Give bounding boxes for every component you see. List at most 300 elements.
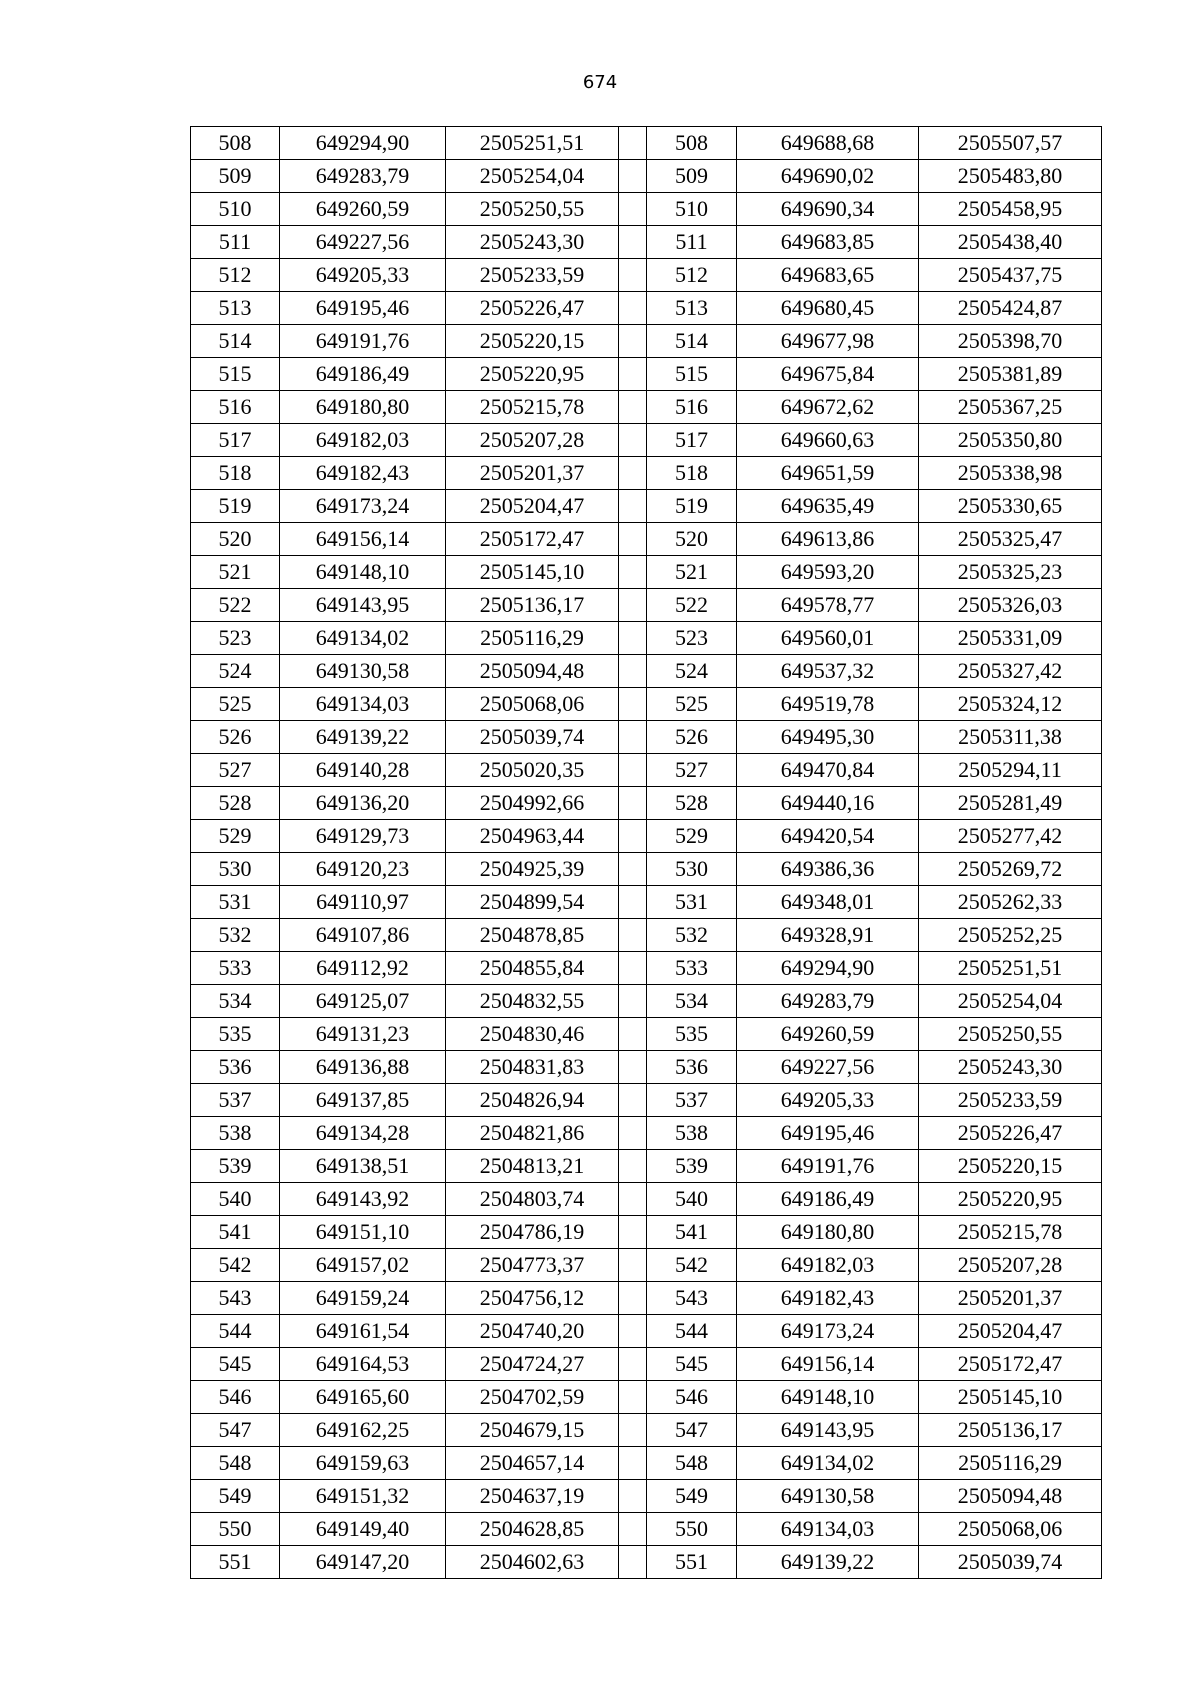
left-point-number-cell: 542 xyxy=(191,1249,280,1282)
left-point-number-cell: 509 xyxy=(191,160,280,193)
right-point-number-cell: 546 xyxy=(647,1381,737,1414)
separator-cell xyxy=(619,292,647,325)
table-row xyxy=(191,985,1102,1018)
left-point-number-cell: 549 xyxy=(191,1480,280,1513)
table-row xyxy=(191,160,1102,193)
left-x-coordinate-cell: 649149,40 xyxy=(280,1513,446,1546)
left-point-number-cell: 515 xyxy=(191,358,280,391)
left-y-coordinate-cell: 2504773,37 xyxy=(446,1249,619,1282)
separator-cell xyxy=(619,127,647,160)
left-point-number-cell: 550 xyxy=(191,1513,280,1546)
left-x-coordinate-cell: 649147,20 xyxy=(280,1546,446,1579)
left-y-coordinate-cell: 2504724,27 xyxy=(446,1348,619,1381)
table-row xyxy=(191,1414,1102,1447)
table-row xyxy=(191,1051,1102,1084)
left-x-coordinate-cell: 649134,02 xyxy=(280,622,446,655)
left-x-coordinate-cell: 649180,80 xyxy=(280,391,446,424)
separator-cell xyxy=(619,1546,647,1579)
right-x-coordinate-cell: 649195,46 xyxy=(737,1117,919,1150)
right-y-coordinate-cell: 2505326,03 xyxy=(919,589,1102,622)
table-row xyxy=(191,1348,1102,1381)
left-point-number-cell: 543 xyxy=(191,1282,280,1315)
left-x-coordinate-cell: 649148,10 xyxy=(280,556,446,589)
left-x-coordinate-cell: 649139,22 xyxy=(280,721,446,754)
left-y-coordinate-cell: 2504628,85 xyxy=(446,1513,619,1546)
table-row xyxy=(191,622,1102,655)
left-y-coordinate-cell: 2505020,35 xyxy=(446,754,619,787)
left-x-coordinate-cell: 649186,49 xyxy=(280,358,446,391)
left-y-coordinate-cell: 2505243,30 xyxy=(446,226,619,259)
table-row xyxy=(191,1216,1102,1249)
separator-cell xyxy=(619,160,647,193)
table-row xyxy=(191,853,1102,886)
right-x-coordinate-cell: 649283,79 xyxy=(737,985,919,1018)
right-y-coordinate-cell: 2505250,55 xyxy=(919,1018,1102,1051)
left-y-coordinate-cell: 2504925,39 xyxy=(446,853,619,886)
separator-cell xyxy=(619,622,647,655)
left-y-coordinate-cell: 2504679,15 xyxy=(446,1414,619,1447)
right-y-coordinate-cell: 2505207,28 xyxy=(919,1249,1102,1282)
left-point-number-cell: 544 xyxy=(191,1315,280,1348)
left-x-coordinate-cell: 649143,92 xyxy=(280,1183,446,1216)
right-y-coordinate-cell: 2505458,95 xyxy=(919,193,1102,226)
right-y-coordinate-cell: 2505262,33 xyxy=(919,886,1102,919)
right-point-number-cell: 529 xyxy=(647,820,737,853)
right-y-coordinate-cell: 2505324,12 xyxy=(919,688,1102,721)
left-point-number-cell: 531 xyxy=(191,886,280,919)
right-x-coordinate-cell: 649635,49 xyxy=(737,490,919,523)
table-row xyxy=(191,127,1102,160)
table-row xyxy=(191,259,1102,292)
right-x-coordinate-cell: 649677,98 xyxy=(737,325,919,358)
right-y-coordinate-cell: 2505068,06 xyxy=(919,1513,1102,1546)
left-y-coordinate-cell: 2505220,15 xyxy=(446,325,619,358)
separator-cell xyxy=(619,1282,647,1315)
right-x-coordinate-cell: 649672,62 xyxy=(737,391,919,424)
left-x-coordinate-cell: 649136,88 xyxy=(280,1051,446,1084)
left-point-number-cell: 526 xyxy=(191,721,280,754)
right-y-coordinate-cell: 2505116,29 xyxy=(919,1447,1102,1480)
right-x-coordinate-cell: 649675,84 xyxy=(737,358,919,391)
table-row xyxy=(191,457,1102,490)
right-y-coordinate-cell: 2505039,74 xyxy=(919,1546,1102,1579)
separator-cell xyxy=(619,1084,647,1117)
left-y-coordinate-cell: 2505254,04 xyxy=(446,160,619,193)
left-point-number-cell: 548 xyxy=(191,1447,280,1480)
right-x-coordinate-cell: 649156,14 xyxy=(737,1348,919,1381)
right-y-coordinate-cell: 2505215,78 xyxy=(919,1216,1102,1249)
right-y-coordinate-cell: 2505338,98 xyxy=(919,457,1102,490)
right-point-number-cell: 528 xyxy=(647,787,737,820)
table-row xyxy=(191,1513,1102,1546)
separator-cell xyxy=(619,1513,647,1546)
left-y-coordinate-cell: 2504963,44 xyxy=(446,820,619,853)
separator-cell xyxy=(619,1480,647,1513)
separator-cell xyxy=(619,457,647,490)
separator-cell xyxy=(619,1414,647,1447)
left-y-coordinate-cell: 2505215,78 xyxy=(446,391,619,424)
left-x-coordinate-cell: 649173,24 xyxy=(280,490,446,523)
left-y-coordinate-cell: 2504702,59 xyxy=(446,1381,619,1414)
right-x-coordinate-cell: 649180,80 xyxy=(737,1216,919,1249)
left-y-coordinate-cell: 2504855,84 xyxy=(446,952,619,985)
separator-cell xyxy=(619,1183,647,1216)
left-point-number-cell: 518 xyxy=(191,457,280,490)
separator-cell xyxy=(619,1381,647,1414)
left-point-number-cell: 551 xyxy=(191,1546,280,1579)
right-y-coordinate-cell: 2505145,10 xyxy=(919,1381,1102,1414)
right-x-coordinate-cell: 649191,76 xyxy=(737,1150,919,1183)
table-row xyxy=(191,1117,1102,1150)
left-point-number-cell: 532 xyxy=(191,919,280,952)
left-point-number-cell: 512 xyxy=(191,259,280,292)
left-point-number-cell: 530 xyxy=(191,853,280,886)
left-point-number-cell: 522 xyxy=(191,589,280,622)
right-x-coordinate-cell: 649651,59 xyxy=(737,457,919,490)
left-y-coordinate-cell: 2504899,54 xyxy=(446,886,619,919)
left-point-number-cell: 521 xyxy=(191,556,280,589)
separator-cell xyxy=(619,259,647,292)
right-y-coordinate-cell: 2505251,51 xyxy=(919,952,1102,985)
left-x-coordinate-cell: 649140,28 xyxy=(280,754,446,787)
right-y-coordinate-cell: 2505254,04 xyxy=(919,985,1102,1018)
separator-cell xyxy=(619,985,647,1018)
right-y-coordinate-cell: 2505438,40 xyxy=(919,226,1102,259)
right-y-coordinate-cell: 2505233,59 xyxy=(919,1084,1102,1117)
table-row xyxy=(191,1183,1102,1216)
right-point-number-cell: 532 xyxy=(647,919,737,952)
separator-cell xyxy=(619,589,647,622)
table-row xyxy=(191,820,1102,853)
right-x-coordinate-cell: 649182,43 xyxy=(737,1282,919,1315)
separator-cell xyxy=(619,556,647,589)
left-y-coordinate-cell: 2505207,28 xyxy=(446,424,619,457)
right-point-number-cell: 515 xyxy=(647,358,737,391)
right-point-number-cell: 508 xyxy=(647,127,737,160)
right-point-number-cell: 509 xyxy=(647,160,737,193)
right-y-coordinate-cell: 2505220,15 xyxy=(919,1150,1102,1183)
table-row xyxy=(191,391,1102,424)
right-point-number-cell: 519 xyxy=(647,490,737,523)
coordinates-table-body xyxy=(191,127,1102,1579)
right-y-coordinate-cell: 2505398,70 xyxy=(919,325,1102,358)
separator-cell xyxy=(619,952,647,985)
table-row xyxy=(191,292,1102,325)
right-point-number-cell: 535 xyxy=(647,1018,737,1051)
right-y-coordinate-cell: 2505325,47 xyxy=(919,523,1102,556)
left-x-coordinate-cell: 649131,23 xyxy=(280,1018,446,1051)
right-x-coordinate-cell: 649348,01 xyxy=(737,886,919,919)
left-x-coordinate-cell: 649110,97 xyxy=(280,886,446,919)
left-y-coordinate-cell: 2505251,51 xyxy=(446,127,619,160)
left-x-coordinate-cell: 649138,51 xyxy=(280,1150,446,1183)
right-x-coordinate-cell: 649683,65 xyxy=(737,259,919,292)
separator-cell xyxy=(619,1150,647,1183)
separator-cell xyxy=(619,853,647,886)
table-row xyxy=(191,1447,1102,1480)
separator-cell xyxy=(619,1216,647,1249)
right-x-coordinate-cell: 649660,63 xyxy=(737,424,919,457)
right-x-coordinate-cell: 649186,49 xyxy=(737,1183,919,1216)
right-x-coordinate-cell: 649495,30 xyxy=(737,721,919,754)
right-x-coordinate-cell: 649205,33 xyxy=(737,1084,919,1117)
left-x-coordinate-cell: 649129,73 xyxy=(280,820,446,853)
right-y-coordinate-cell: 2505172,47 xyxy=(919,1348,1102,1381)
right-y-coordinate-cell: 2505094,48 xyxy=(919,1480,1102,1513)
separator-cell xyxy=(619,721,647,754)
right-point-number-cell: 551 xyxy=(647,1546,737,1579)
left-point-number-cell: 525 xyxy=(191,688,280,721)
table-row xyxy=(191,556,1102,589)
left-x-coordinate-cell: 649294,90 xyxy=(280,127,446,160)
right-point-number-cell: 527 xyxy=(647,754,737,787)
left-y-coordinate-cell: 2504813,21 xyxy=(446,1150,619,1183)
left-y-coordinate-cell: 2504786,19 xyxy=(446,1216,619,1249)
left-y-coordinate-cell: 2505094,48 xyxy=(446,655,619,688)
separator-cell xyxy=(619,424,647,457)
table-row xyxy=(191,1018,1102,1051)
right-point-number-cell: 531 xyxy=(647,886,737,919)
separator-cell xyxy=(619,1249,647,1282)
left-point-number-cell: 547 xyxy=(191,1414,280,1447)
right-point-number-cell: 513 xyxy=(647,292,737,325)
separator-cell xyxy=(619,1315,647,1348)
left-x-coordinate-cell: 649157,02 xyxy=(280,1249,446,1282)
right-x-coordinate-cell: 649134,02 xyxy=(737,1447,919,1480)
right-y-coordinate-cell: 2505367,25 xyxy=(919,391,1102,424)
left-x-coordinate-cell: 649164,53 xyxy=(280,1348,446,1381)
right-y-coordinate-cell: 2505220,95 xyxy=(919,1183,1102,1216)
left-x-coordinate-cell: 649260,59 xyxy=(280,193,446,226)
right-point-number-cell: 516 xyxy=(647,391,737,424)
right-y-coordinate-cell: 2505437,75 xyxy=(919,259,1102,292)
right-point-number-cell: 540 xyxy=(647,1183,737,1216)
left-point-number-cell: 524 xyxy=(191,655,280,688)
left-y-coordinate-cell: 2504832,55 xyxy=(446,985,619,1018)
left-x-coordinate-cell: 649151,10 xyxy=(280,1216,446,1249)
right-x-coordinate-cell: 649130,58 xyxy=(737,1480,919,1513)
left-point-number-cell: 508 xyxy=(191,127,280,160)
separator-cell xyxy=(619,226,647,259)
left-point-number-cell: 523 xyxy=(191,622,280,655)
left-point-number-cell: 537 xyxy=(191,1084,280,1117)
right-point-number-cell: 547 xyxy=(647,1414,737,1447)
page-number: 674 xyxy=(582,72,618,93)
right-point-number-cell: 549 xyxy=(647,1480,737,1513)
right-y-coordinate-cell: 2505226,47 xyxy=(919,1117,1102,1150)
right-point-number-cell: 511 xyxy=(647,226,737,259)
left-point-number-cell: 528 xyxy=(191,787,280,820)
left-x-coordinate-cell: 649120,23 xyxy=(280,853,446,886)
left-y-coordinate-cell: 2504740,20 xyxy=(446,1315,619,1348)
right-point-number-cell: 512 xyxy=(647,259,737,292)
left-x-coordinate-cell: 649125,07 xyxy=(280,985,446,1018)
right-x-coordinate-cell: 649683,85 xyxy=(737,226,919,259)
left-point-number-cell: 540 xyxy=(191,1183,280,1216)
left-point-number-cell: 517 xyxy=(191,424,280,457)
left-point-number-cell: 539 xyxy=(191,1150,280,1183)
separator-cell xyxy=(619,325,647,358)
right-point-number-cell: 539 xyxy=(647,1150,737,1183)
right-x-coordinate-cell: 649440,16 xyxy=(737,787,919,820)
table-row xyxy=(191,1315,1102,1348)
left-point-number-cell: 545 xyxy=(191,1348,280,1381)
table-row xyxy=(191,1282,1102,1315)
right-y-coordinate-cell: 2505243,30 xyxy=(919,1051,1102,1084)
right-point-number-cell: 533 xyxy=(647,952,737,985)
left-y-coordinate-cell: 2504637,19 xyxy=(446,1480,619,1513)
left-point-number-cell: 516 xyxy=(191,391,280,424)
right-point-number-cell: 548 xyxy=(647,1447,737,1480)
right-y-coordinate-cell: 2505252,25 xyxy=(919,919,1102,952)
separator-cell xyxy=(619,754,647,787)
left-point-number-cell: 519 xyxy=(191,490,280,523)
right-x-coordinate-cell: 649227,56 xyxy=(737,1051,919,1084)
right-point-number-cell: 514 xyxy=(647,325,737,358)
left-x-coordinate-cell: 649165,60 xyxy=(280,1381,446,1414)
separator-cell xyxy=(619,688,647,721)
left-point-number-cell: 511 xyxy=(191,226,280,259)
table-row xyxy=(191,589,1102,622)
left-y-coordinate-cell: 2504992,66 xyxy=(446,787,619,820)
right-x-coordinate-cell: 649386,36 xyxy=(737,853,919,886)
left-y-coordinate-cell: 2505068,06 xyxy=(446,688,619,721)
left-x-coordinate-cell: 649195,46 xyxy=(280,292,446,325)
left-x-coordinate-cell: 649162,25 xyxy=(280,1414,446,1447)
left-x-coordinate-cell: 649134,28 xyxy=(280,1117,446,1150)
right-x-coordinate-cell: 649182,03 xyxy=(737,1249,919,1282)
right-point-number-cell: 537 xyxy=(647,1084,737,1117)
left-x-coordinate-cell: 649107,86 xyxy=(280,919,446,952)
left-point-number-cell: 541 xyxy=(191,1216,280,1249)
separator-cell xyxy=(619,358,647,391)
separator-cell xyxy=(619,490,647,523)
left-y-coordinate-cell: 2504826,94 xyxy=(446,1084,619,1117)
right-y-coordinate-cell: 2505294,11 xyxy=(919,754,1102,787)
right-point-number-cell: 517 xyxy=(647,424,737,457)
left-point-number-cell: 535 xyxy=(191,1018,280,1051)
separator-cell xyxy=(619,787,647,820)
right-point-number-cell: 510 xyxy=(647,193,737,226)
right-point-number-cell: 544 xyxy=(647,1315,737,1348)
left-point-number-cell: 513 xyxy=(191,292,280,325)
left-y-coordinate-cell: 2504878,85 xyxy=(446,919,619,952)
left-y-coordinate-cell: 2504756,12 xyxy=(446,1282,619,1315)
left-x-coordinate-cell: 649182,43 xyxy=(280,457,446,490)
right-x-coordinate-cell: 649470,84 xyxy=(737,754,919,787)
left-x-coordinate-cell: 649182,03 xyxy=(280,424,446,457)
right-y-coordinate-cell: 2505483,80 xyxy=(919,160,1102,193)
table-row xyxy=(191,952,1102,985)
left-point-number-cell: 510 xyxy=(191,193,280,226)
left-y-coordinate-cell: 2505172,47 xyxy=(446,523,619,556)
right-point-number-cell: 522 xyxy=(647,589,737,622)
right-point-number-cell: 536 xyxy=(647,1051,737,1084)
table-row xyxy=(191,193,1102,226)
table-row xyxy=(191,358,1102,391)
right-y-coordinate-cell: 2505201,37 xyxy=(919,1282,1102,1315)
left-y-coordinate-cell: 2504657,14 xyxy=(446,1447,619,1480)
separator-cell xyxy=(619,820,647,853)
table-row xyxy=(191,523,1102,556)
right-x-coordinate-cell: 649519,78 xyxy=(737,688,919,721)
table-row xyxy=(191,919,1102,952)
left-x-coordinate-cell: 649137,85 xyxy=(280,1084,446,1117)
right-point-number-cell: 534 xyxy=(647,985,737,1018)
separator-cell xyxy=(619,1348,647,1381)
right-y-coordinate-cell: 2505350,80 xyxy=(919,424,1102,457)
left-y-coordinate-cell: 2505201,37 xyxy=(446,457,619,490)
table-row xyxy=(191,1546,1102,1579)
right-y-coordinate-cell: 2505325,23 xyxy=(919,556,1102,589)
right-y-coordinate-cell: 2505204,47 xyxy=(919,1315,1102,1348)
separator-cell xyxy=(619,391,647,424)
separator-cell xyxy=(619,655,647,688)
right-x-coordinate-cell: 649143,95 xyxy=(737,1414,919,1447)
right-x-coordinate-cell: 649690,34 xyxy=(737,193,919,226)
separator-cell xyxy=(619,886,647,919)
right-y-coordinate-cell: 2505311,38 xyxy=(919,721,1102,754)
left-x-coordinate-cell: 649161,54 xyxy=(280,1315,446,1348)
right-y-coordinate-cell: 2505269,72 xyxy=(919,853,1102,886)
left-x-coordinate-cell: 649191,76 xyxy=(280,325,446,358)
right-point-number-cell: 542 xyxy=(647,1249,737,1282)
left-x-coordinate-cell: 649159,24 xyxy=(280,1282,446,1315)
left-point-number-cell: 527 xyxy=(191,754,280,787)
right-x-coordinate-cell: 649688,68 xyxy=(737,127,919,160)
left-y-coordinate-cell: 2505116,29 xyxy=(446,622,619,655)
separator-cell xyxy=(619,1018,647,1051)
right-point-number-cell: 550 xyxy=(647,1513,737,1546)
right-point-number-cell: 538 xyxy=(647,1117,737,1150)
left-point-number-cell: 546 xyxy=(191,1381,280,1414)
right-x-coordinate-cell: 649593,20 xyxy=(737,556,919,589)
table-row xyxy=(191,1150,1102,1183)
right-x-coordinate-cell: 649578,77 xyxy=(737,589,919,622)
left-y-coordinate-cell: 2505233,59 xyxy=(446,259,619,292)
left-point-number-cell: 520 xyxy=(191,523,280,556)
coordinates-table xyxy=(190,126,1102,1579)
left-y-coordinate-cell: 2504821,86 xyxy=(446,1117,619,1150)
right-y-coordinate-cell: 2505281,49 xyxy=(919,787,1102,820)
right-y-coordinate-cell: 2505331,09 xyxy=(919,622,1102,655)
right-y-coordinate-cell: 2505327,42 xyxy=(919,655,1102,688)
left-x-coordinate-cell: 649151,32 xyxy=(280,1480,446,1513)
left-point-number-cell: 514 xyxy=(191,325,280,358)
left-y-coordinate-cell: 2505039,74 xyxy=(446,721,619,754)
separator-cell xyxy=(619,1051,647,1084)
right-x-coordinate-cell: 649139,22 xyxy=(737,1546,919,1579)
table-row xyxy=(191,490,1102,523)
separator-cell xyxy=(619,919,647,952)
left-y-coordinate-cell: 2505220,95 xyxy=(446,358,619,391)
left-x-coordinate-cell: 649283,79 xyxy=(280,160,446,193)
separator-cell xyxy=(619,1447,647,1480)
table-row xyxy=(191,721,1102,754)
right-x-coordinate-cell: 649560,01 xyxy=(737,622,919,655)
right-x-coordinate-cell: 649690,02 xyxy=(737,160,919,193)
left-y-coordinate-cell: 2504803,74 xyxy=(446,1183,619,1216)
right-point-number-cell: 530 xyxy=(647,853,737,886)
right-y-coordinate-cell: 2505507,57 xyxy=(919,127,1102,160)
left-y-coordinate-cell: 2504831,83 xyxy=(446,1051,619,1084)
right-point-number-cell: 543 xyxy=(647,1282,737,1315)
right-x-coordinate-cell: 649173,24 xyxy=(737,1315,919,1348)
table-row xyxy=(191,787,1102,820)
left-point-number-cell: 529 xyxy=(191,820,280,853)
left-x-coordinate-cell: 649227,56 xyxy=(280,226,446,259)
right-y-coordinate-cell: 2505424,87 xyxy=(919,292,1102,325)
